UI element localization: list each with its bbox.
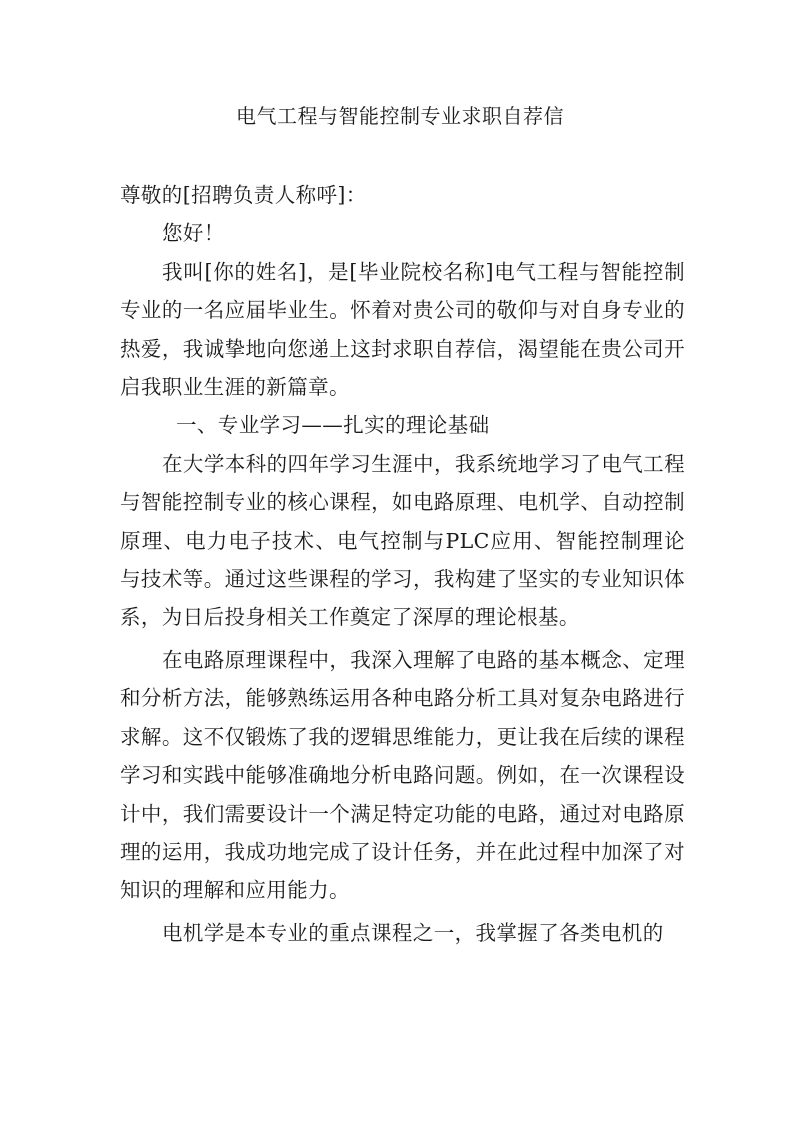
salutation: 尊敬的[招聘负责人称呼]： — [120, 183, 367, 207]
paragraph-1: 在大学本科的四年学习生涯中，我系统地学习了电气工程与智能控制专业的核心课程，如电路原理、电机学、自动控制原理、电力电子技术、电气控制与PLC应用、智能控制理论与技术等。通过这些课程的学习，我构建了坚实的专业知识体系，为日后投身相关工作奠定了深厚的理论根基。 — [120, 451, 685, 630]
section-heading-1: 一、专业学习——扎实的理论基础 — [176, 413, 490, 438]
greeting: 您好！ — [162, 221, 225, 246]
intro-paragraph: 我叫[你的姓名]，是[毕业院校名称]电气工程与智能控制专业的一名应届毕业生。怀着对贵公司的敬仰与对自身专业的热爱，我诚挚地向您递上这封求职自荐信，渴望能在贵公司开启我职业生涯的新篇章。 — [120, 259, 685, 400]
paragraph-2: 在电路原理课程中，我深入理解了电路的基本概念、定理和分析方法，能够熟练运用各种电路分析工具对复杂电路进行求解。这不仅锻炼了我的逻辑思维能力，更让我在后续的课程学习和实践中能够准确地分析电路问题。例如，在一次课程设计中，我们需要设计一个满足特定功能的电路，通过对电路原理的运用，我成功地完成了设计任务，并在此过程中加深了对知识的理解和应用能力。 — [120, 647, 685, 903]
document-title: 电气工程与智能控制专业求职自荐信 — [236, 104, 564, 128]
letter-body — [120, 176, 685, 952]
paragraph-3: 电机学是本专业的重点课程之一，我掌握了各类电机的 — [162, 920, 664, 945]
